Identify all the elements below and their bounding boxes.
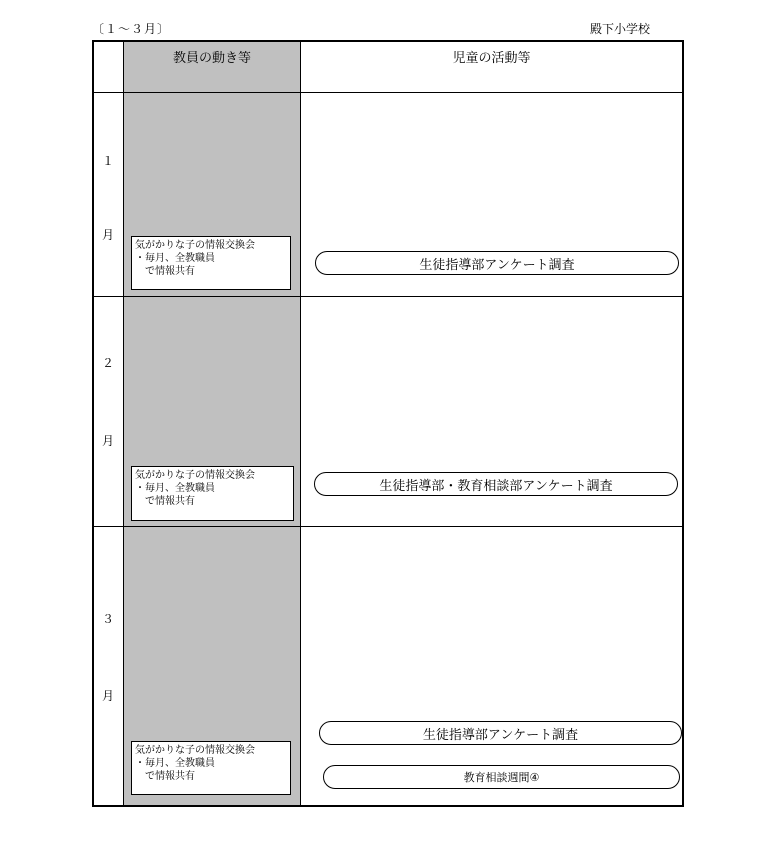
month-unit-2: 月 [101, 434, 114, 448]
note-line: ・毎月、全教職員 [135, 253, 215, 264]
event-feb-survey: 生徒指導部・教育相談部アンケート調査 [314, 472, 678, 496]
column-header-students: 児童の活動等 [452, 51, 531, 66]
schedule-table [92, 40, 684, 807]
note-line: ・毎月、全教職員 [135, 758, 215, 769]
row-divider-1 [94, 296, 682, 297]
period-label: 〔１～３月〕 [92, 22, 171, 36]
event-mar-survey: 生徒指導部アンケート調査 [319, 721, 682, 745]
month-number-2: ２ [101, 356, 114, 370]
note-line: 気がかりな子の情報交換会 [135, 745, 255, 756]
note-line: ・毎月、全教職員 [135, 483, 215, 494]
event-jan-survey: 生徒指導部アンケート調査 [315, 251, 679, 275]
school-name: 殿下小学校 [590, 22, 651, 36]
note-line: で情報共有 [135, 496, 195, 507]
event-mar-counseling-week: 教育相談週間④ [323, 765, 680, 789]
row-divider-2 [94, 526, 682, 527]
month-unit-3: 月 [101, 689, 114, 703]
header-row-divider [94, 92, 682, 93]
column-header-teacher: 教員の動き等 [172, 51, 251, 66]
note-line: で情報共有 [135, 771, 195, 782]
note-line: で情報共有 [135, 266, 195, 277]
teacher-note-mar [131, 741, 291, 795]
divider-teacher-col [300, 42, 301, 805]
divider-month-col [123, 42, 124, 805]
month-number-1: １ [101, 154, 114, 168]
month-unit-1: 月 [101, 228, 114, 242]
teacher-note-jan [131, 236, 291, 290]
teacher-note-feb [131, 466, 294, 521]
month-number-3: ３ [101, 612, 114, 626]
note-line: 気がかりな子の情報交換会 [135, 470, 255, 481]
note-line: 気がかりな子の情報交換会 [135, 240, 255, 251]
teacher-column-shade [124, 42, 300, 805]
